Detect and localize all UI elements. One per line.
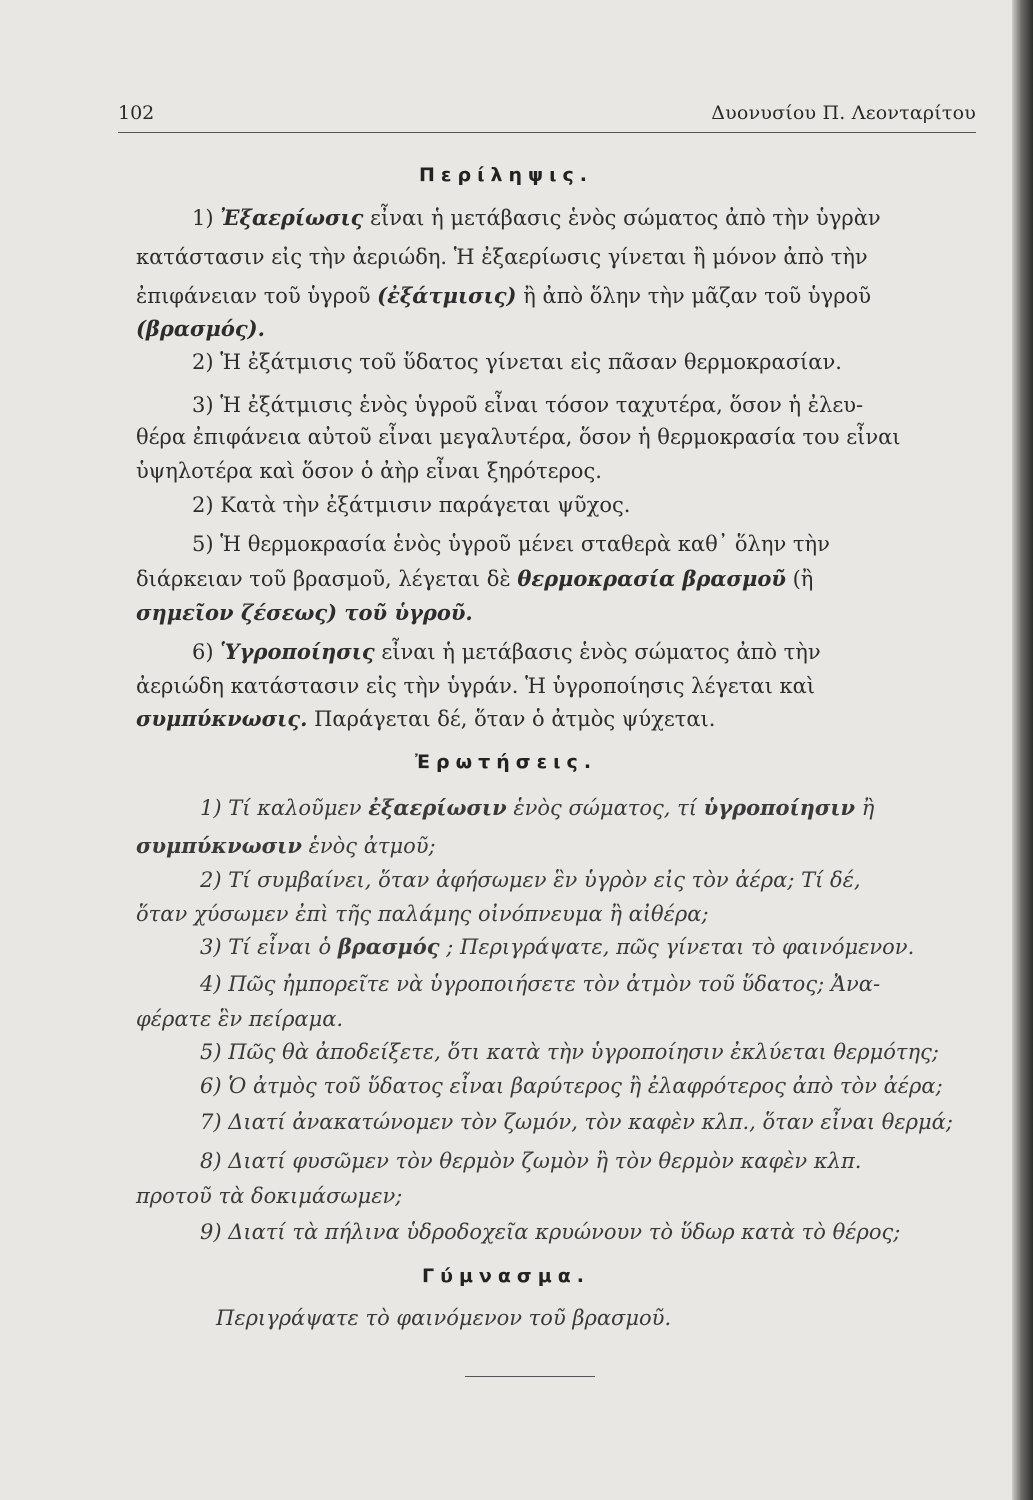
summary-p3-line3: ὑψηλοτέρα καὶ ὅσον ὁ ἀὴρ εἶναι ξηρότερος.	[136, 459, 602, 483]
page-number: 102	[118, 102, 155, 124]
term-evaporation: Ἐξαερίωσις	[220, 205, 364, 230]
term-condensation: συμπύκνωσις.	[136, 706, 308, 731]
question-5: 5) Πῶς θὰ ἀποδείξετε, ὅτι κατὰ τὴν ὑγροποίησιν ἐκλύεται θερμότης;	[200, 1040, 939, 1064]
summary-heading: Περίληψις.	[419, 164, 593, 186]
summary-p5-line3	[136, 601, 473, 625]
summary-p1-line4	[136, 317, 265, 341]
end-rule	[465, 1376, 595, 1377]
term-boiling: (βρασμός).	[136, 316, 265, 341]
question-1-line2: συμπύκνωσιν ἑνὸς ἀτμοῦ;	[136, 833, 436, 858]
summary-p6-line1: 6) Ὑγροποίησις εἶναι ἡ μετάβασις ἑνὸς σώματος ἀπὸ τὴν	[192, 639, 821, 664]
term-boiling-point: σημεῖον ζέσεως) τοῦ ὑγροῦ.	[136, 600, 473, 625]
summary-p2: 2) Ἡ ἐξάτμισις τοῦ ὕδατος γίνεται εἰς πᾶσαν θερμοκρασίαν.	[192, 350, 842, 374]
question-4-line1: 4) Πῶς ἠμπορεῖτε νὰ ὑγροποιήσετε τὸν ἀτμὸν τοῦ ὕδατος; Ἀνα-	[200, 972, 881, 996]
question-2-line2: ὅταν χύσωμεν ἐπὶ τῆς παλάμης οἰνόπνευμα ἢ αἰθέρα;	[136, 902, 709, 926]
summary-p3-line2: θέρα ἐπιφάνεια αὐτοῦ εἶναι μεγαλυτέρα, ὅσον ἡ θερμοκρασία του εἶναι	[136, 425, 901, 449]
question-7: 7) Διατί ἀνακατώνομεν τὸν ζωμόν, τὸν καφὲν κλπ., ὅταν εἶναι θερμά;	[200, 1110, 953, 1134]
question-1-line1: 1) Τί καλοῦμεν ἐξαερίωσιν ἑνὸς σώματος, τί ὑγροποίησιν ἢ	[200, 795, 875, 820]
question-8-line1: 8) Διατί φυσῶμεν τὸν θερμὸν ζωμὸν ἢ τὸν θερμὸν καφὲν κλπ.	[200, 1149, 862, 1173]
summary-p5-line1: 5) Ἡ θερμοκρασία ἑνὸς ὑγροῦ μένει σταθερὰ καθ᾿ ὅλην τὴν	[192, 532, 830, 556]
question-9: 9) Διατί τὰ πήλινα ὑδροδοχεῖα κρυώνουν τὸ ὕδωρ κατὰ τὸ θέρος;	[200, 1220, 901, 1244]
page-header	[118, 98, 976, 133]
term-vaporization: (ἐξάτμισις)	[377, 283, 517, 308]
summary-p6-line3: συμπύκνωσις. Παράγεται δέ, ὅταν ὁ ἀτμὸς ψύχεται.	[136, 706, 716, 731]
question-4-line2: φέρατε ἓν πείραμα.	[136, 1007, 344, 1031]
question-8-line2: προτοῦ τὰ δοκιμάσωμεν;	[136, 1184, 403, 1208]
term-boiling-temperature: θερμοκρασία βρασμοῦ	[517, 566, 786, 591]
questions-heading: Ἐρωτήσεις.	[414, 751, 598, 773]
question-2-line1: 2) Τί συμβαίνει, ὅταν ἀφήσωμεν ἓν ὑγρὸν εἰς τὸν ἀέρα; Τί δέ,	[200, 868, 861, 892]
term-liquefaction: Ὑγροποίησις	[220, 639, 375, 664]
question-3: 3) Τί εἶναι ὁ βρασμός ; Περιγράψατε, πῶς γίνεται τὸ φαινόμενον.	[200, 934, 915, 959]
question-6: 6) Ὁ ἀτμὸς τοῦ ὕδατος εἶναι βαρύτερος ἢ ἐλαφρότερος ἀπὸ τὸν ἀέρα;	[200, 1074, 943, 1098]
summary-p6-line2: ἀεριώδη κατάστασιν εἰς τὴν ὑγράν. Ἡ ὑγροποίησις λέγεται καὶ	[136, 674, 816, 698]
term-boiling-question: βρασμός	[337, 934, 440, 959]
summary-p5-line2: διάρκειαν τοῦ βρασμοῦ, λέγεται δὲ θερμοκρασία βρασμοῦ (ἢ	[136, 566, 814, 591]
exercise-heading: Γύμνασμα.	[422, 1265, 590, 1287]
running-head: Δυονυσίου Π. Λεονταρίτου	[711, 102, 976, 124]
summary-p1-line3: ἐπιφάνειαν τοῦ ὑγροῦ (ἐξάτμισις) ἢ ἀπὸ ὅλην τὴν μᾶζαν τοῦ ὑγροῦ	[136, 283, 871, 308]
exercise-text: Περιγράψατε τὸ φαινόμενον τοῦ βρασμοῦ.	[216, 1306, 672, 1330]
summary-p4: 2) Κατὰ τὴν ἐξάτμισιν παράγεται ψῦχος.	[192, 493, 631, 517]
summary-p1-line1: 1) Ἐξαερίωσις εἶναι ἡ μετάβασις ἑνὸς σώματος ἀπὸ τὴν ὑγρὰν	[192, 205, 881, 230]
summary-p3-line1: 3) Ἡ ἐξάτμισις ἑνὸς ὑγροῦ εἶναι τόσον ταχυτέρα, ὅσον ἡ ἐλευ-	[192, 393, 864, 417]
summary-p1-line2: κατάστασιν εἰς τὴν ἀεριώδη. Ἡ ἐξαερίωσις γίνεται ἢ μόνον ἀπὸ τὴν	[136, 245, 868, 269]
book-spine-shadow	[1012, 0, 1033, 1500]
